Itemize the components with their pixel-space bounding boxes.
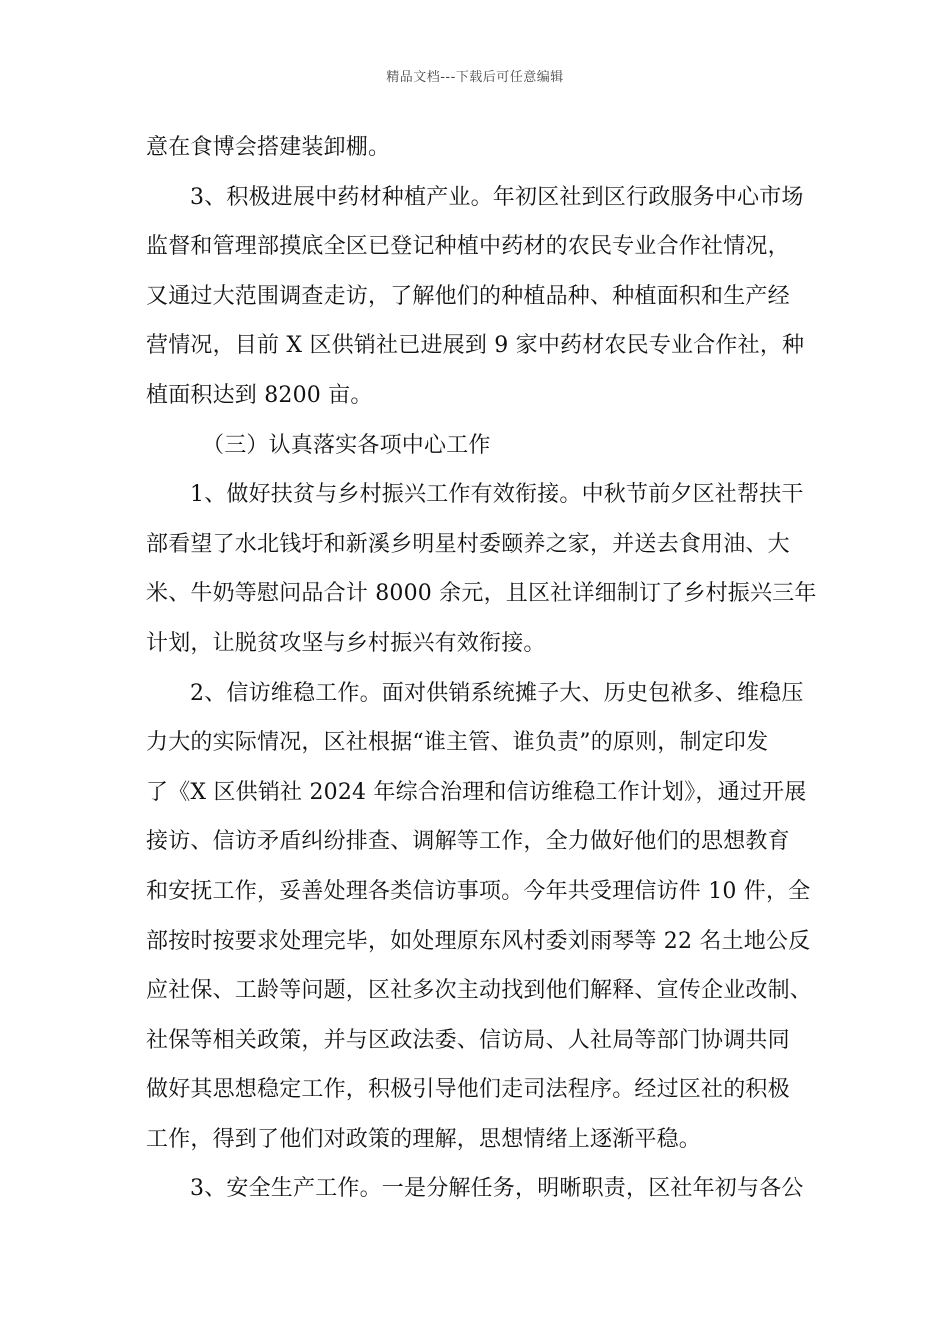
text-line: 意在食博会搭建装卸棚。 (146, 135, 391, 160)
text-line: 米、牛奶等慰问品合计 8000 余元，且区社详细制订了乡村振兴三年 (146, 581, 817, 607)
text-line: 3、积极进展中药材种植产业。年初区社到区行政服务中心市场 (190, 184, 804, 210)
text-line: 1、做好扶贫与乡村振兴工作有效衔接。中秋节前夕区社帮扶干 (190, 482, 804, 508)
text-line: 社保等相关政策，并与区政法委、信访局、人社局等部门协调共同 (146, 1027, 790, 1053)
text-line: 接访、信访矛盾纠纷排查、调解等工作，全力做好他们的思想教育 (146, 829, 790, 855)
text-line: 做好其思想稳定工作，积极引导他们走司法程序。经过区社的积极 (146, 1077, 790, 1103)
text-line: 2、信访维稳工作。面对供销系统摊子大、历史包袱多、维稳压 (190, 680, 804, 706)
text-line: 工作，得到了他们对政策的理解，思想情绪上逐渐平稳。 (146, 1126, 702, 1152)
text-line: 部看望了水北钱圩和新溪乡明星村委颐养之家，并送去食用油、大 (146, 531, 790, 557)
text-line: 植面积达到 8200 亩。 (146, 382, 373, 408)
text-line: 计划，让脱贫攻坚与乡村振兴有效衔接。 (146, 630, 546, 656)
text-line: 营情况，目前 X 区供销社已进展到 9 家中药材农民专业合作社，种 (146, 333, 805, 359)
page-header: 精品文档---下载后可任意编辑 (386, 70, 564, 85)
text-line: 力大的实际情况，区社根据“谁主管、谁负责”的原则，制定印发 (146, 730, 769, 756)
text-line: 3、安全生产工作。一是分解任务，明晰职责，区社年初与各公 (190, 1176, 804, 1202)
text-line: （三）认真落实各项中心工作 (202, 432, 491, 458)
text-line: 监督和管理部摸底全区已登记种植中药材的农民专业合作社情况， (146, 234, 790, 260)
text-line: 和安抚工作，妥善处理各类信访事项。今年共受理信访件 10 件，全 (146, 878, 811, 904)
text-line: 部按时按要求处理完毕，如处理原东风村委刘雨琴等 22 名土地公反 (146, 928, 811, 954)
text-line: 又通过大范围调查走访，了解他们的种植品种、种植面积和生产经 (146, 283, 790, 309)
document-body (146, 128, 817, 1219)
text-line: 应社保、工龄等问题，区社多次主动找到他们解释、宣传企业改制、 (146, 978, 813, 1004)
text-line: 了《X 区供销社 2024 年综合治理和信访维稳工作计划》，通过开展 (146, 779, 807, 805)
